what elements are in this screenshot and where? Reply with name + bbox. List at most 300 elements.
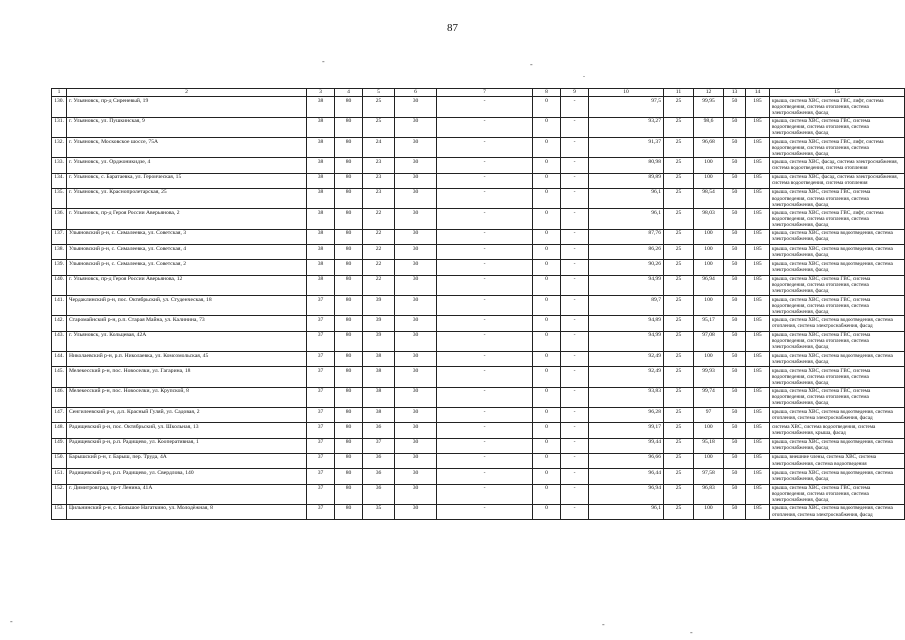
cell-col-9: - <box>561 275 589 295</box>
cell-work-types: крыша, система ХВС, система ГВС, система водоотведения, система отопления, система электроснабжения, фасад <box>770 275 905 295</box>
cell-col-6: 30 <box>395 316 437 331</box>
cell-row-number: 134. <box>52 173 67 188</box>
cell-col-9: - <box>561 484 589 504</box>
cell-col-14: 185 <box>746 173 770 188</box>
table-row <box>52 117 905 137</box>
cell-col-11: 25 <box>664 484 694 504</box>
cell-address: г. Ульяновск, пр-д Сиреневый, 19 <box>67 97 307 117</box>
cell-col-7: - <box>437 97 533 117</box>
cell-col-7: - <box>437 209 533 229</box>
cell-col-6: 30 <box>395 173 437 188</box>
cell-row-number: 140. <box>52 275 67 295</box>
cell-col-7: - <box>437 138 533 158</box>
column-number-4: 4 <box>335 89 363 97</box>
cell-col-3: 38 <box>307 229 335 244</box>
cell-col-12: 99,74 <box>694 387 724 407</box>
cell-col-14: 185 <box>746 484 770 504</box>
cell-col-5: 24 <box>363 138 395 158</box>
cell-col-13: 50 <box>724 469 746 484</box>
column-number-6: 6 <box>395 89 437 97</box>
cell-col-12: 98,6 <box>694 117 724 137</box>
cell-col-9: - <box>561 504 589 519</box>
cell-col-11: 25 <box>664 504 694 519</box>
cell-col-13: 50 <box>724 138 746 158</box>
cell-col-5: 39 <box>363 331 395 351</box>
column-number-13: 13 <box>724 89 746 97</box>
cell-col-14: 185 <box>746 158 770 173</box>
cell-col-13: 50 <box>724 245 746 260</box>
cell-col-5: 36 <box>363 469 395 484</box>
cell-address: Цильнинский р-н, с. Большое Нагаткино, ул. Молодёжная, 8 <box>67 504 307 519</box>
column-number-10: 10 <box>589 89 664 97</box>
cell-col-9: - <box>561 173 589 188</box>
cell-col-5: 23 <box>363 158 395 173</box>
cell-col-10: 93,83 <box>589 387 664 407</box>
cell-col-10: 94,89 <box>589 316 664 331</box>
cell-col-14: 185 <box>746 229 770 244</box>
cell-col-11: 25 <box>664 117 694 137</box>
cell-col-9: - <box>561 408 589 423</box>
cell-col-7: - <box>437 117 533 137</box>
cell-col-10: 86,26 <box>589 245 664 260</box>
cell-col-3: 37 <box>307 331 335 351</box>
cell-col-9: - <box>561 296 589 316</box>
cell-col-5: 35 <box>363 504 395 519</box>
cell-col-4: 80 <box>335 438 363 453</box>
cell-address: Радищевский р-н, р.п. Радищево, ул. Кооперативная, 1 <box>67 438 307 453</box>
cell-col-13: 50 <box>724 188 746 208</box>
cell-work-types: крыша, система ХВС, система ГВС, лифт, система водоотведения, система отопления, система электроснабжения, фасад <box>770 209 905 229</box>
cell-work-types: система ХВС, система водоотведения, система электроснабжения, крыша, фасад <box>770 423 905 438</box>
cell-col-11: 25 <box>664 423 694 438</box>
cell-col-6: 30 <box>395 352 437 367</box>
cell-col-3: 38 <box>307 158 335 173</box>
cell-col-7: - <box>437 316 533 331</box>
cell-row-number: 135. <box>52 188 67 208</box>
cell-col-6: 30 <box>395 504 437 519</box>
stray-mark: - <box>10 617 13 626</box>
cell-col-3: 37 <box>307 484 335 504</box>
cell-col-10: 96,94 <box>589 484 664 504</box>
cell-col-14: 185 <box>746 438 770 453</box>
cell-work-types: крыша, система ХВС, система ГВС, система водоотведения, система отопления, система электроснабжения, фасад <box>770 331 905 351</box>
cell-col-9: - <box>561 209 589 229</box>
cell-col-9: - <box>561 158 589 173</box>
stray-mark: - <box>322 57 325 66</box>
cell-col-6: 30 <box>395 387 437 407</box>
cell-row-number: 137. <box>52 229 67 244</box>
cell-col-9: - <box>561 138 589 158</box>
cell-address: г. Ульяновск, ул. Кольцевая, 42А <box>67 331 307 351</box>
cell-col-6: 30 <box>395 275 437 295</box>
cell-col-10: 91,37 <box>589 138 664 158</box>
table-row <box>52 387 905 407</box>
cell-col-13: 50 <box>724 158 746 173</box>
cell-col-13: 50 <box>724 97 746 117</box>
cell-col-11: 25 <box>664 138 694 158</box>
cell-col-8: 0 <box>533 229 561 244</box>
table-row <box>52 408 905 423</box>
cell-col-5: 39 <box>363 296 395 316</box>
cell-col-13: 50 <box>724 260 746 275</box>
cell-col-11: 25 <box>664 387 694 407</box>
cell-work-types: крыша, система ХВС, система ГВС, система водоотведения, система отопления, система электроснабжения, фасад <box>770 296 905 316</box>
cell-col-10: 90,26 <box>589 260 664 275</box>
cell-col-12: 100 <box>694 504 724 519</box>
cell-col-10: 99,44 <box>589 438 664 453</box>
cell-col-11: 25 <box>664 408 694 423</box>
cell-col-12: 98,03 <box>694 209 724 229</box>
cell-col-4: 80 <box>335 316 363 331</box>
cell-col-10: 92,49 <box>589 367 664 387</box>
cell-col-13: 50 <box>724 367 746 387</box>
cell-col-4: 80 <box>335 275 363 295</box>
cell-col-6: 30 <box>395 408 437 423</box>
cell-col-13: 50 <box>724 117 746 137</box>
cell-col-3: 37 <box>307 469 335 484</box>
cell-col-3: 37 <box>307 387 335 407</box>
cell-col-5: 38 <box>363 387 395 407</box>
cell-col-10: 92,49 <box>589 352 664 367</box>
cell-col-10: 96,1 <box>589 504 664 519</box>
cell-col-3: 37 <box>307 296 335 316</box>
cell-col-3: 38 <box>307 173 335 188</box>
cell-col-12: 100 <box>694 158 724 173</box>
cell-col-12: 100 <box>694 423 724 438</box>
table-row <box>52 469 905 484</box>
cell-col-8: 0 <box>533 117 561 137</box>
cell-col-13: 50 <box>724 229 746 244</box>
column-number-3: 3 <box>307 89 335 97</box>
table-row <box>52 504 905 519</box>
cell-address: г. Ульяновск, ул. Пушкинская, 9 <box>67 117 307 137</box>
cell-col-14: 185 <box>746 453 770 468</box>
cell-work-types: крыша, система ХВС, система ГВС, лифт, система водоотведения, система отопления, система электроснабжения, фасад <box>770 97 905 117</box>
cell-col-6: 30 <box>395 158 437 173</box>
cell-col-14: 185 <box>746 117 770 137</box>
cell-address: Мелекесский р-н, пос. Новоселки, ул. Гагарина, 18 <box>67 367 307 387</box>
column-number-8: 8 <box>533 89 561 97</box>
cell-col-13: 50 <box>724 352 746 367</box>
cell-col-6: 30 <box>395 484 437 504</box>
stray-mark: - <box>602 620 605 629</box>
cell-row-number: 138. <box>52 245 67 260</box>
stray-mark: . <box>583 70 585 79</box>
cell-address: Мелекесский р-н, пос. Новоселки, ул. Крупской, 8 <box>67 387 307 407</box>
cell-col-9: - <box>561 188 589 208</box>
cell-work-types: крыша, система ХВС, фасад, система электроснабжения, система водоотведения, система отопления <box>770 173 905 188</box>
cell-col-13: 50 <box>724 438 746 453</box>
cell-col-14: 185 <box>746 188 770 208</box>
cell-col-5: 22 <box>363 229 395 244</box>
cell-row-number: 130. <box>52 97 67 117</box>
cell-col-9: - <box>561 229 589 244</box>
cell-col-12: 99,95 <box>694 97 724 117</box>
cell-col-11: 25 <box>664 352 694 367</box>
cell-col-14: 185 <box>746 423 770 438</box>
cell-col-6: 30 <box>395 117 437 137</box>
cell-col-7: - <box>437 352 533 367</box>
cell-col-12: 97,58 <box>694 469 724 484</box>
cell-col-14: 185 <box>746 245 770 260</box>
column-number-15: 15 <box>770 89 905 97</box>
cell-col-5: 38 <box>363 408 395 423</box>
cell-col-13: 50 <box>724 209 746 229</box>
cell-address: Ульяновский р-н, с. Сималеевка, ул. Советская, 4 <box>67 245 307 260</box>
cell-col-12: 100 <box>694 229 724 244</box>
cell-col-4: 80 <box>335 209 363 229</box>
cell-col-13: 50 <box>724 331 746 351</box>
cell-work-types: крыша, система ХВС, система ГВС, система водоотведения, система отопления, система электроснабжения, фасад <box>770 188 905 208</box>
cell-work-types: крыша, система ХВС, система водоотведения, система электроснабжения, фасад <box>770 229 905 244</box>
cell-address: г. Ульяновск, с. Баратаевка, ул. Героическая, 15 <box>67 173 307 188</box>
cell-col-7: - <box>437 469 533 484</box>
cell-col-7: - <box>437 408 533 423</box>
cell-row-number: 149. <box>52 438 67 453</box>
cell-col-13: 50 <box>724 296 746 316</box>
cell-col-4: 80 <box>335 453 363 468</box>
cell-col-5: 23 <box>363 188 395 208</box>
cell-col-9: - <box>561 453 589 468</box>
cell-col-8: 0 <box>533 484 561 504</box>
cell-col-6: 30 <box>395 260 437 275</box>
cell-address: Старомайнский р-н, р.п. Старая Майна, ул. Калинина, 73 <box>67 316 307 331</box>
cell-col-8: 0 <box>533 209 561 229</box>
cell-col-3: 38 <box>307 188 335 208</box>
table-row <box>52 275 905 295</box>
cell-col-3: 37 <box>307 423 335 438</box>
cell-address: Радищевский р-н, пос. Октябрьский, ул. Школьная, 13 <box>67 423 307 438</box>
cell-col-13: 50 <box>724 387 746 407</box>
cell-col-12: 97,08 <box>694 331 724 351</box>
cell-col-7: - <box>437 275 533 295</box>
cell-col-7: - <box>437 484 533 504</box>
cell-col-8: 0 <box>533 296 561 316</box>
cell-col-4: 80 <box>335 296 363 316</box>
cell-col-9: - <box>561 245 589 260</box>
cell-col-5: 25 <box>363 97 395 117</box>
cell-col-8: 0 <box>533 275 561 295</box>
cell-col-5: 22 <box>363 209 395 229</box>
cell-col-6: 30 <box>395 438 437 453</box>
cell-col-4: 80 <box>335 504 363 519</box>
cell-col-5: 23 <box>363 173 395 188</box>
cell-col-12: 100 <box>694 173 724 188</box>
cell-col-4: 80 <box>335 484 363 504</box>
cell-address: г. Ульяновск, ул. Краснопролетарская, 25 <box>67 188 307 208</box>
cell-col-4: 80 <box>335 367 363 387</box>
column-number-9: 9 <box>561 89 589 97</box>
table-row <box>52 229 905 244</box>
cell-address: г. Ульяновск, ул. Орджоникидзе, 4 <box>67 158 307 173</box>
cell-col-12: 97 <box>694 408 724 423</box>
cell-address: Барышский р-н, г. Барыш, пер. Труда, 4А <box>67 453 307 468</box>
cell-col-4: 80 <box>335 408 363 423</box>
cell-col-10: 97,5 <box>589 97 664 117</box>
cell-col-7: - <box>437 245 533 260</box>
cell-col-13: 50 <box>724 423 746 438</box>
table-row <box>52 352 905 367</box>
cell-col-6: 30 <box>395 469 437 484</box>
cell-col-8: 0 <box>533 158 561 173</box>
cell-col-14: 185 <box>746 352 770 367</box>
table-row <box>52 331 905 351</box>
column-number-11: 11 <box>664 89 694 97</box>
cell-col-4: 80 <box>335 387 363 407</box>
cell-col-6: 30 <box>395 229 437 244</box>
cell-work-types: крыша, система ХВС, система водоотведения, система электроснабжения, фасад <box>770 260 905 275</box>
cell-col-4: 80 <box>335 188 363 208</box>
cell-row-number: 141. <box>52 296 67 316</box>
cell-col-13: 50 <box>724 408 746 423</box>
cell-col-7: - <box>437 229 533 244</box>
cell-col-5: 36 <box>363 453 395 468</box>
cell-row-number: 143. <box>52 331 67 351</box>
cell-col-8: 0 <box>533 331 561 351</box>
cell-col-3: 37 <box>307 408 335 423</box>
cell-address: г. Димитровград, пр-т Ленина, 41А <box>67 484 307 504</box>
cell-col-14: 185 <box>746 138 770 158</box>
cell-col-4: 80 <box>335 469 363 484</box>
cell-col-12: 96,94 <box>694 275 724 295</box>
cell-col-5: 22 <box>363 275 395 295</box>
cell-col-11: 25 <box>664 209 694 229</box>
cell-col-4: 80 <box>335 117 363 137</box>
cell-col-12: 100 <box>694 296 724 316</box>
cell-address: Николаевский р-н, р.п. Николаевка, ул. Комсомольская, 45 <box>67 352 307 367</box>
cell-col-6: 30 <box>395 331 437 351</box>
cell-col-3: 37 <box>307 367 335 387</box>
cell-col-7: - <box>437 173 533 188</box>
cell-col-14: 185 <box>746 97 770 117</box>
cell-col-3: 37 <box>307 352 335 367</box>
cell-col-8: 0 <box>533 504 561 519</box>
cell-col-11: 25 <box>664 316 694 331</box>
cell-col-14: 185 <box>746 469 770 484</box>
cell-row-number: 133. <box>52 158 67 173</box>
cell-col-10: 87,76 <box>589 229 664 244</box>
page-number: 87 <box>447 22 458 34</box>
cell-col-7: - <box>437 188 533 208</box>
cell-col-3: 38 <box>307 117 335 137</box>
cell-col-10: 80,98 <box>589 158 664 173</box>
table-body <box>52 97 905 520</box>
cell-row-number: 132. <box>52 138 67 158</box>
cell-col-6: 30 <box>395 296 437 316</box>
cell-col-14: 185 <box>746 408 770 423</box>
cell-col-4: 80 <box>335 173 363 188</box>
cell-col-11: 25 <box>664 275 694 295</box>
cell-col-12: 100 <box>694 453 724 468</box>
cell-col-10: 89,7 <box>589 296 664 316</box>
cell-col-9: - <box>561 387 589 407</box>
cell-col-8: 0 <box>533 438 561 453</box>
cell-col-6: 30 <box>395 138 437 158</box>
cell-row-number: 151. <box>52 469 67 484</box>
cell-address: г. Ульяновск, пр-д Героя России Аверьянова, 2 <box>67 209 307 229</box>
cell-col-3: 38 <box>307 275 335 295</box>
cell-col-9: - <box>561 438 589 453</box>
cell-col-8: 0 <box>533 423 561 438</box>
cell-row-number: 148. <box>52 423 67 438</box>
cell-col-14: 185 <box>746 331 770 351</box>
cell-col-11: 25 <box>664 331 694 351</box>
cell-address: г. Ульяновск, пр-д Героя России Аверьянова, 12 <box>67 275 307 295</box>
cell-col-14: 185 <box>746 367 770 387</box>
cell-col-8: 0 <box>533 316 561 331</box>
cell-col-7: - <box>437 260 533 275</box>
cell-col-9: - <box>561 331 589 351</box>
cell-col-10: 89,89 <box>589 173 664 188</box>
cell-work-types: крыша, система ХВС, система водоотведения, система электроснабжения, фасад <box>770 352 905 367</box>
cell-col-5: 22 <box>363 260 395 275</box>
cell-col-14: 185 <box>746 387 770 407</box>
column-number-2: 2 <box>67 89 307 97</box>
cell-col-13: 50 <box>724 173 746 188</box>
table-row <box>52 158 905 173</box>
cell-work-types: крыша, система ХВС, система ГВС, система водоотведения, система отопления, система электроснабжения, фасад <box>770 367 905 387</box>
cell-col-6: 30 <box>395 97 437 117</box>
table-row <box>52 484 905 504</box>
cell-col-8: 0 <box>533 453 561 468</box>
cell-col-14: 185 <box>746 316 770 331</box>
table-row <box>52 316 905 331</box>
cell-col-5: 22 <box>363 245 395 260</box>
cell-row-number: 136. <box>52 209 67 229</box>
cell-col-9: - <box>561 367 589 387</box>
cell-col-9: - <box>561 352 589 367</box>
cell-row-number: 150. <box>52 453 67 468</box>
cell-col-12: 95,18 <box>694 438 724 453</box>
cell-row-number: 131. <box>52 117 67 137</box>
cell-col-6: 30 <box>395 209 437 229</box>
cell-col-12: 100 <box>694 260 724 275</box>
cell-col-5: 39 <box>363 316 395 331</box>
cell-col-7: - <box>437 387 533 407</box>
table-row <box>52 423 905 438</box>
cell-col-7: - <box>437 331 533 351</box>
cell-col-10: 96,44 <box>589 469 664 484</box>
cell-col-11: 25 <box>664 260 694 275</box>
cell-col-8: 0 <box>533 245 561 260</box>
cell-col-6: 30 <box>395 188 437 208</box>
cell-row-number: 145. <box>52 367 67 387</box>
cell-col-8: 0 <box>533 352 561 367</box>
cell-work-types: крыша, система ХВС, система ГВС, система водоотведения, система отопления, система электроснабжения, фасад <box>770 484 905 504</box>
cell-col-7: - <box>437 423 533 438</box>
cell-work-types: крыша, внешние члены, система ХВС, система электроснабжения, система водоотведения <box>770 453 905 468</box>
cell-col-13: 50 <box>724 484 746 504</box>
cell-col-4: 80 <box>335 97 363 117</box>
cell-col-14: 185 <box>746 260 770 275</box>
cell-col-5: 37 <box>363 438 395 453</box>
cell-col-10: 96,1 <box>589 188 664 208</box>
cell-row-number: 139. <box>52 260 67 275</box>
column-number-1: 1 <box>52 89 67 97</box>
cell-col-4: 80 <box>335 260 363 275</box>
cell-col-7: - <box>437 158 533 173</box>
cell-col-6: 30 <box>395 245 437 260</box>
cell-col-3: 38 <box>307 260 335 275</box>
cell-col-9: - <box>561 97 589 117</box>
cell-col-12: 96,68 <box>694 138 724 158</box>
table-row <box>52 367 905 387</box>
cell-col-3: 37 <box>307 453 335 468</box>
cell-col-3: 37 <box>307 438 335 453</box>
cell-col-13: 50 <box>724 504 746 519</box>
column-number-12: 12 <box>694 89 724 97</box>
cell-address: Сенгилеевский р-н, д.п. Красный Гуляй, ул. Садовая, 2 <box>67 408 307 423</box>
